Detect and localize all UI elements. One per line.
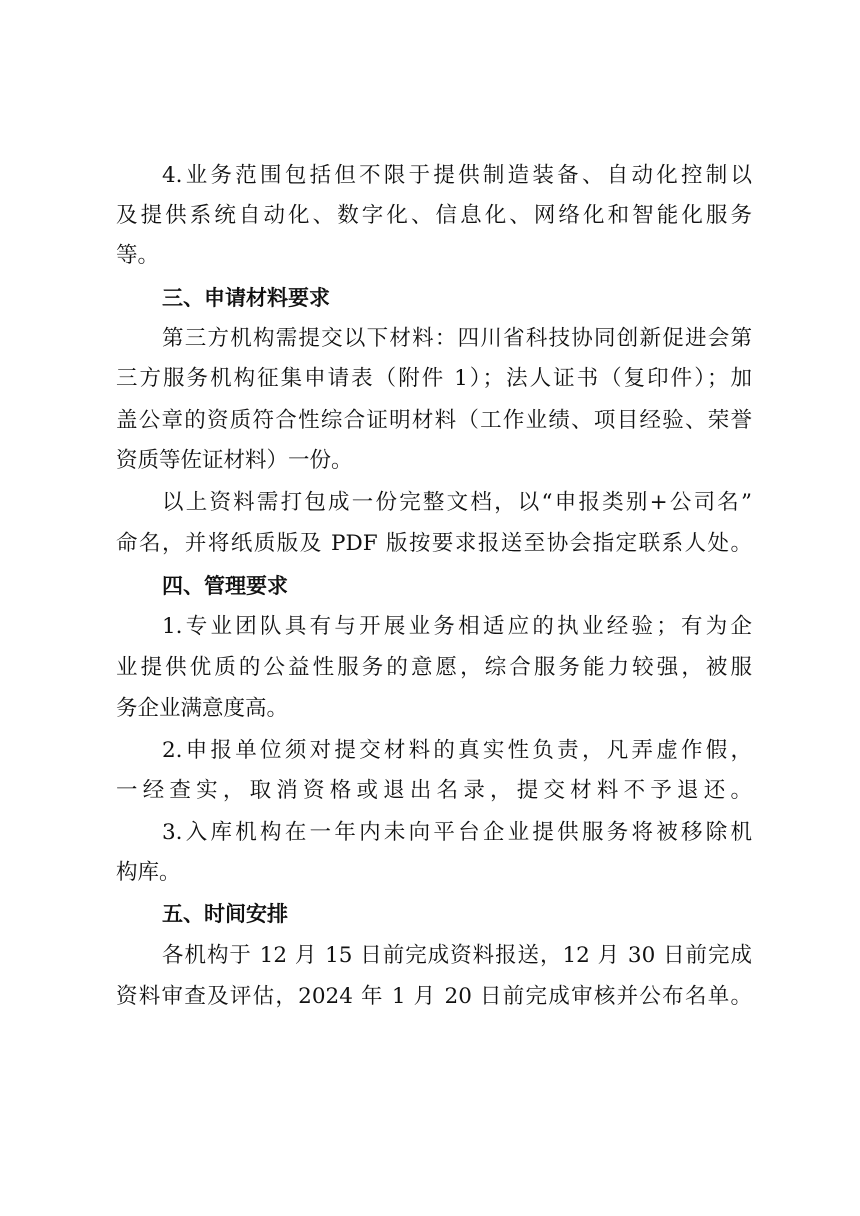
paragraph-packaging-line-1: 以上资料需打包成一份完整文档，以“申报类别+公司名” bbox=[162, 490, 752, 515]
paragraph-materials-line-3: 盖公章的资质符合性综合证明材料（工作业绩、项目经验、荣誉 bbox=[116, 408, 752, 433]
paragraph-schedule-line-2: 资料审查及评估，2024 年 1 月 20 日前完成审核并公布名单。 bbox=[116, 984, 752, 1009]
paragraph-management-1-line-2: 业提供优质的公益性服务的意愿，综合服务能力较强，被服 bbox=[116, 655, 752, 680]
section-heading-application-materials: 三、申请材料要求 bbox=[162, 286, 330, 310]
paragraph-schedule-line-1: 各机构于 12 月 15 日前完成资料报送，12 月 30 日前完成 bbox=[162, 943, 752, 968]
paragraph-scope-line-2: 及提供系统自动化、数字化、信息化、网络化和智能化服务 bbox=[116, 203, 752, 228]
paragraph-materials-line-2: 三方服务机构征集申请表（附件 1）；法人证书（复印件）；加 bbox=[116, 366, 752, 391]
paragraph-management-2-line-2: 一经查实，取消资格或退出名录，提交材料不予退还。 bbox=[116, 778, 752, 803]
paragraph-scope-line-3: 等。 bbox=[116, 243, 160, 268]
paragraph-materials-line-1: 第三方机构需提交以下材料：四川省科技协同创新促进会第 bbox=[162, 326, 752, 351]
paragraph-management-2-line-1: 2.申报单位须对提交材料的真实性负责，凡弄虚作假， bbox=[162, 738, 752, 763]
section-heading-schedule: 五、时间安排 bbox=[162, 902, 288, 926]
paragraph-management-3-line-1: 3.入库机构在一年内未向平台企业提供服务将被移除机 bbox=[162, 820, 752, 845]
paragraph-scope-line-1: 4.业务范围包括但不限于提供制造装备、自动化控制以 bbox=[162, 163, 752, 188]
paragraph-management-1-line-1: 1.专业团队具有与开展业务相适应的执业经验；有为企 bbox=[162, 614, 752, 639]
paragraph-management-3-line-2: 构库。 bbox=[116, 860, 181, 885]
paragraph-materials-line-4: 资质等佐证材料）一份。 bbox=[116, 448, 353, 473]
paragraph-packaging-line-2: 命名，并将纸质版及 PDF 版按要求报送至协会指定联系人处。 bbox=[116, 531, 752, 556]
section-heading-management: 四、管理要求 bbox=[162, 574, 288, 598]
paragraph-management-1-line-3: 务企业满意度高。 bbox=[116, 696, 289, 721]
